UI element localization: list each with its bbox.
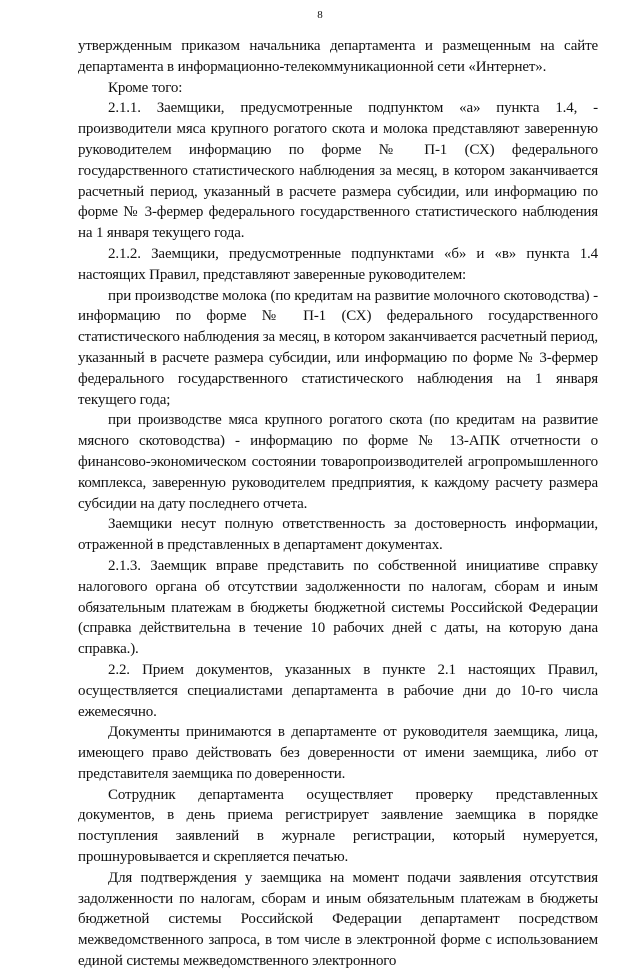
paragraph: при производстве молока (по кредитам на развитие молочного скотоводства) - информацию по форме № П-1 (СХ) федерального государственного статистического наблюдения за месяц, в котором заканчивается расчетный период, указанный в расчете размера субсидии, или информацию по форме № 3-фермер федерального государственного статистического наблюдения на 1 января текущего года; (78, 287, 598, 408)
paragraph: 2.1.1. Заемщики, предусмотренные подпунктом «а» пункта 1.4, - производители мяса крупного рогатого скота и молока представляют заверенную руководителем информацию по форме № П-1 (СХ) федерального государственного статистического наблюдения за месяц, в котором заканчивается расчетный период, указанный в расчете размера субсидии, или информацию по форме № 3-фермер федерального государственного статистического наблюдения на 1 января текущего года. (78, 100, 598, 242)
paragraph: Документы принимаются в департаменте от руководителя заемщика, лица, имеющего право действовать без доверенности от имени заемщика, либо от представителя заемщика по доверенности. (78, 724, 598, 782)
paragraph: при производстве мяса крупного рогатого скота (по кредитам на развитие мясного скотоводства) - информацию по форме № 13-АПК отчетности о финансово-экономическом состоянии товаропроизводителей агропромышленного комплекса, заверенную руководителем предприятия, к каждому расчету размера субсидии на дату последнего отчета. (78, 412, 598, 512)
page-number: 8 (317, 9, 323, 21)
paragraph: 2.1.3. Заемщик вправе представить по собственной инициативе справку налогового органа об отсутствии задолженности по налогам, сборам и иным обязательным платежам в бюджеты бюджетной системы Российской Федерации (справка действительна в течение 10 рабочих дней с даты, на которую дана справка.). (78, 557, 598, 658)
document-body (78, 36, 598, 972)
paragraph: Для подтверждения у заемщика на момент подачи заявления отсутствия задолженности по налогам, сборам и иным обязательным платежам в бюджеты бюджетной системы Российской Федерации департамент посредством межведомственного запроса, в том числе в электронной форме с использованием единой системы межведомственного электронного (78, 869, 598, 970)
paragraph: Заемщики несут полную ответственность за достоверность информации, отраженной в представленных в департамент документах. (78, 516, 598, 554)
paragraph: Сотрудник департамента осуществляет проверку представленных документов, в день приема регистрирует заявление заемщика в порядке поступления заявлений в журнале регистрации, который нумеруется, прошнуровывается и скрепляется печатью. (78, 786, 598, 866)
paragraph: 2.2. Прием документов, указанных в пункте 2.1 настоящих Правил, осуществляется специалистами департамента в рабочие дни до 10-го числа ежемесячно. (78, 661, 598, 720)
paragraph: Кроме того: (108, 79, 183, 96)
paragraph: 2.1.2. Заемщики, предусмотренные подпунктами «б» и «в» пункта 1.4 настоящих Правил, представляют заверенные руководителем: (78, 245, 598, 283)
paragraph: утвержденным приказом начальника департамента и размещенным на сайте департамента в информационно-телекоммуникационной сети «Интернет». (78, 38, 598, 75)
